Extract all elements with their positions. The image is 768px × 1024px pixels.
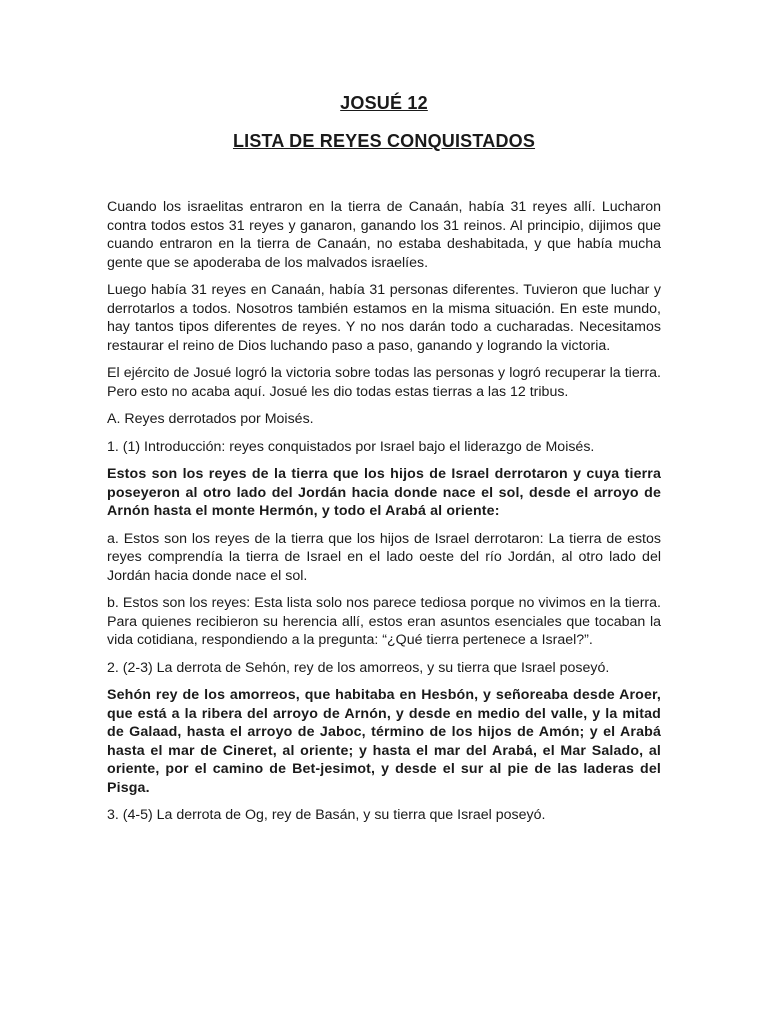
document-body [107, 198, 661, 834]
paragraph: Luego había 31 reyes en Canaán, había 31 personas diferentes. Tuvieron que luchar y derrotarlos a todos. Nosotros también estamos en la misma situación. En este mundo, hay tantos tipos diferentes de reyes. Y no nos darán todo a cucharadas. Necesitamos restaurar el reino de Dios luchando paso a paso, ganando y logrando la victoria. [107, 282, 661, 354]
paragraph: El ejército de Josué logró la victoria sobre todas las personas y logró recuperar la tierra. Pero esto no acaba aquí. Josué les dio todas estas tierras a las 12 tribus. [107, 365, 661, 400]
paragraph: b. Estos son los reyes: Esta lista solo nos parece tediosa porque no vivimos en la tierra. Para quienes recibieron su herencia allí, estos eran asuntos esenciales que tocaban la vida cotidiana, respondiendo a la pregunta: “¿Qué tierra pertenece a Israel?”. [107, 595, 661, 648]
scripture-paragraph: Sehón rey de los amorreos, que habitaba en Hesbón, y señoreaba desde Aroer, que está a la ribera del arroyo de Arnón, y desde en medio del valle, y la mitad de Galaad, hasta el arroyo de Jaboc, término de los hijos de Amón; y el Arabá hasta el mar de Cineret, al oriente; y hasta el mar del Arabá, el Mar Salado, al oriente, por el camino de Bet-jesimot, y desde el sur al pie de las laderas del Pisga. [107, 687, 661, 796]
document-title: JOSUÉ 12 [340, 93, 428, 113]
paragraph: a. Estos son los reyes de la tierra que los hijos de Israel derrotaron: La tierra de estos reyes comprendía la tierra de Israel en el lado oeste del río Jordán, al otro lado del Jordán hacia donde nace el sol. [107, 530, 661, 584]
scripture-paragraph: Estos son los reyes de la tierra que los hijos de Israel derrotaron y cuya tierra poseyeron al otro lado del Jordán hacia donde nace el sol, desde el arroyo de Arnón hasta el monte Hermón, y todo el Arabá al oriente: [107, 466, 661, 519]
document-subtitle: LISTA DE REYES CONQUISTADOS [232, 131, 536, 151]
paragraph: 2. (2-3) La derrota de Sehón, rey de los amorreos, y su tierra que Israel poseyó. [107, 659, 610, 676]
paragraph: 3. (4-5) La derrota de Og, rey de Basán, y su tierra que Israel poseyó. [107, 807, 546, 823]
paragraph: Cuando los israelitas entraron en la tierra de Canaán, había 31 reyes allí. Lucharon contra todos estos 31 reyes y ganaron, ganando los 31 reinos. Al principio, dijimos que cuando entraron en la tierra de Canaán, no estaba deshabitada, y que había mucha gente que se apoderaba de los malvados israelíes. [107, 199, 661, 271]
paragraph: A. Reyes derrotados por Moisés. [107, 411, 314, 427]
paragraph: 1. (1) Introducción: reyes conquistados por Israel bajo el liderazgo de Moisés. [107, 438, 595, 455]
